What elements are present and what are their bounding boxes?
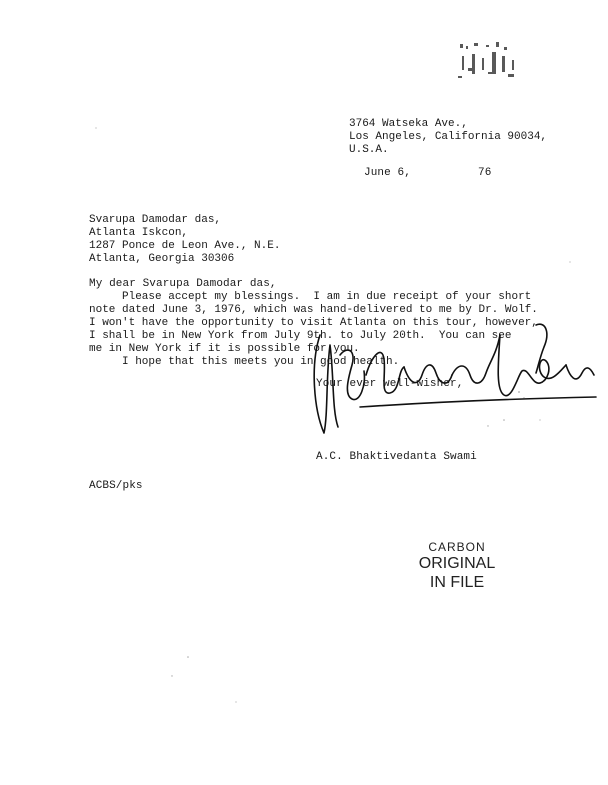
date-year: 76	[478, 167, 492, 179]
body-line: Please accept my blessings. I am in due receipt of your short	[89, 291, 532, 303]
body-line: I won't have the opportunity to visit Atlanta on this tour, however,	[89, 317, 538, 329]
salutation: My dear Svarupa Damodar das,	[89, 278, 277, 290]
carbon-stamp-line: IN FILE	[429, 574, 485, 591]
date-month-day: June 6,	[364, 167, 411, 179]
recipient-line: Svarupa Damodar das,	[89, 214, 222, 226]
file-stamp-mark	[452, 38, 532, 86]
signatory-name: A.C. Bhaktivedanta Swami	[316, 451, 477, 463]
carbon-original-stamp	[412, 540, 502, 592]
recipient-line: Atlanta, Georgia 30306	[89, 253, 235, 265]
body-line: me in New York if it is possible for you.	[89, 343, 360, 355]
recipient-address	[89, 214, 280, 266]
body-line: I hope that this meets you in good health.	[89, 356, 400, 368]
carbon-stamp-line: CARBON	[428, 540, 486, 554]
recipient-line: Atlanta Iskcon,	[89, 227, 189, 239]
recipient-line: 1287 Ponce de Leon Ave., N.E.	[89, 240, 281, 252]
typist-initials: ACBS/pks	[89, 480, 143, 492]
handwritten-signature	[300, 315, 600, 435]
sender-address	[349, 118, 547, 157]
sender-address-line: U.S.A.	[349, 144, 389, 156]
body-line: note dated June 3, 1976, which was hand-delivered to me by Dr. Wolf.	[89, 304, 538, 316]
carbon-stamp-line: ORIGINAL	[418, 555, 496, 572]
sender-address-line: Los Angeles, California 90034,	[349, 131, 548, 143]
closing: Your ever well-wisher,	[316, 378, 464, 390]
body-line: I shall be in New York from July 9th. to July 20th. You can see	[89, 330, 512, 342]
sender-address-line: 3764 Watseka Ave.,	[349, 118, 468, 130]
